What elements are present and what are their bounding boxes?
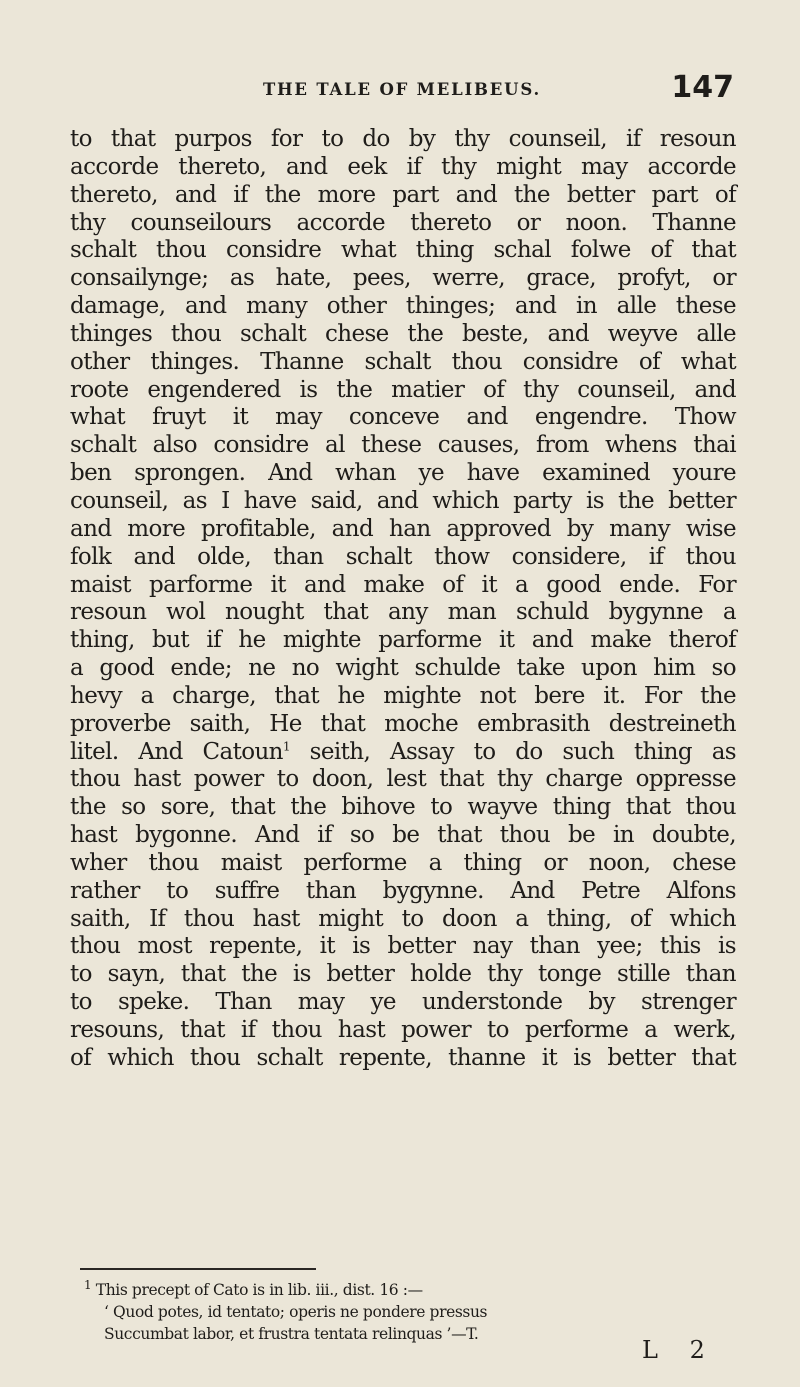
- page-number: 147: [671, 70, 734, 105]
- text-line: of which thou schalt repente, thanne it is better that: [70, 1044, 736, 1071]
- footnote-divider: [80, 1268, 316, 1270]
- text-line: thing, but if he mighte parforme it and make therof: [70, 627, 736, 654]
- text-line: thereto, and if the more part and the better part of: [70, 181, 736, 208]
- text-fragment: seith, Assay to do such thing as: [289, 738, 737, 765]
- text-line: a good ende; ne no wight schulde take upon him so: [70, 655, 736, 682]
- text-line: consailynge; as hate, pees, werre, grace, profyt, or: [70, 265, 736, 292]
- text-fragment: litel. And Catoun: [70, 738, 283, 765]
- text-line: to speke. Than may ye understonde by strenger: [70, 989, 736, 1016]
- text-line: hast bygonne. And if so be that thou be in doubte,: [70, 822, 736, 849]
- text-line: roote engendered is the matier of thy counseil, and: [70, 376, 736, 403]
- text-line: resoun wol nought that any man schuld bygynne a: [70, 599, 736, 626]
- text-line: damage, and many other thinges; and in alle these: [70, 293, 736, 320]
- text-line: other thinges. Thanne schalt thou considre of what: [70, 348, 736, 375]
- text-line: thinges thou schalt chese the beste, and weyve alle: [70, 320, 736, 347]
- text-line: schalt thou considre what thing schal folwe of that: [70, 237, 736, 264]
- text-line-with-footnote: [70, 739, 736, 767]
- text-line: hevy a charge, that he mighte not bere it. For the: [70, 682, 736, 709]
- footnote-marker: 1: [84, 1277, 92, 1292]
- text-line: and more profitable, and han approved by many wise: [70, 515, 736, 542]
- footnote-text: This precept of Cato is in lib. iii., dist. 16 :—: [91, 1281, 423, 1299]
- text-line: thou most repente, it is better nay than yee; this is: [70, 933, 736, 960]
- text-line: thou hast power to doon, lest that thy charge oppresse: [70, 766, 736, 793]
- text-line: folk and olde, than schalt thow considere, if thou: [70, 543, 736, 570]
- text-line: rather to suffre than bygynne. And Petre Alfons: [70, 877, 736, 904]
- footnote-line: [84, 1279, 724, 1301]
- footnote-reference: 1: [282, 738, 290, 753]
- text-line: accorde thereto, and eek if thy might may accorde: [70, 153, 736, 180]
- text-line: ben sprongen. And whan ye have examined youre: [70, 460, 736, 487]
- text-line: proverbe saith, He that moche embrasith destreineth: [70, 710, 736, 737]
- text-line: saith, If thou hast might to doon a thing, of which: [70, 905, 736, 932]
- footnotes: [84, 1279, 724, 1345]
- body-text: [70, 126, 736, 1073]
- text-line: schalt also considre al these causes, from whens thai: [70, 432, 736, 459]
- signature-mark: L 2: [642, 1336, 717, 1364]
- running-title: THE TALE OF MELIBEUS.: [262, 80, 542, 99]
- footnote-line: Succumbat labor, et frustra tentata relinquas ’—T.: [104, 1325, 479, 1343]
- text-line: thy counseilours accorde thereto or noon. Thanne: [70, 209, 736, 236]
- text-line: what fruyt it may conceve and engendre. Thow: [70, 404, 736, 431]
- text-line: counseil, as I have said, and which party is the better: [70, 487, 736, 514]
- text-line: to sayn, that the is better holde thy tonge stille than: [70, 961, 736, 988]
- text-line: maist parforme it and make of it a good ende. For: [70, 571, 736, 598]
- footnote-line: ‘ Quod potes, id tentato; operis ne pondere pressus: [104, 1303, 488, 1321]
- text-line: wher thou maist performe a thing or noon, chese: [70, 849, 736, 876]
- text-line: resouns, that if thou hast power to performe a werk,: [70, 1017, 736, 1043]
- text-line: the so sore, that the bihove to wayve thing that thou: [70, 794, 736, 821]
- text-line: to that purpos for to do by thy counseil, if resoun: [70, 126, 736, 152]
